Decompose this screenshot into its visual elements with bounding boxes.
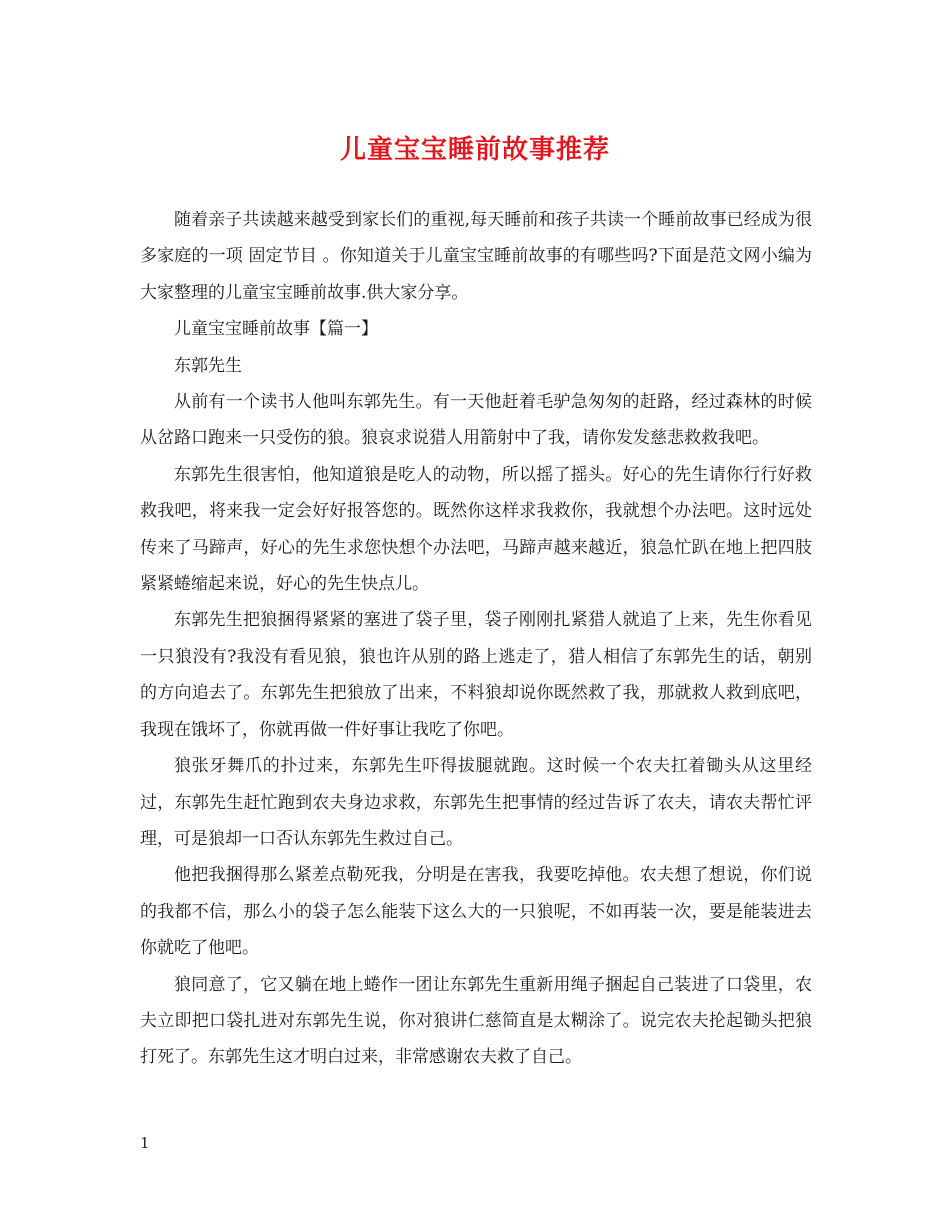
story-paragraph: 狼张牙舞爪的扑过来，东郭先生吓得拔腿就跑。这时候一个农夫扛着锄头从这里经过，东郭先生赶忙跑到农夫身边求救，东郭先生把事情的经过告诉了农夫，请农夫帮忙评理，可是狼却一口否认东郭先生救过自己。	[140, 756, 812, 849]
document-title: 儿童宝宝睡前故事推荐	[339, 135, 610, 165]
story-paragraph: 他把我捆得那么紧差点勒死我，分明是在害我，我要吃掉他。农夫想了想说，你们说的我都不信，那么小的袋子怎么能装下这么大的一只狼呢，不如再装一次，要是能装进去你就吃了他吧。	[140, 865, 812, 959]
page-number: 1	[140, 1134, 150, 1152]
section-heading: 儿童宝宝睡前故事【篇一】	[174, 319, 378, 340]
story-paragraph: 东郭先生把狼捆得紧紧的塞进了袋子里，袋子刚刚扎紧猎人就追了上来，先生你看见一只狼没有?我没有看见狼，狼也许从别的路上逃走了，猎人相信了东郭先生的话，朝别的方向追去了。东郭先生把狼放了出来，不料狼却说你既然救了我，那就救人救到底吧，我现在饿坏了，你就再做一件好事让我吃了你吧。	[140, 610, 812, 740]
story-paragraph: 东郭先生很害怕，他知道狼是吃人的动物，所以摇了摇头。好心的先生请你行行好救救我吧，将来我一定会好好报答您的。既然你这样求我救你，我就想个办法吧。这时远处传来了马蹄声，好心的先生求您快想个办法吧，马蹄声越来越近，狼急忙趴在地上把四肢紧紧蜷缩起来说，好心的先生快点儿。	[140, 464, 812, 595]
intro-paragraph: 随着亲子共读越来越受到家长们的重视,每天睡前和孩子共读一个睡前故事已经成为很多家庭的一项 固定节目 。你知道关于儿童宝宝睡前故事的有哪些吗?下面是范文网小编为大家整理的儿童宝宝睡前故事.供大家分享。	[140, 210, 812, 303]
document-body	[140, 202, 812, 1076]
story-paragraph: 狼同意了，它又躺在地上蜷作一团让东郭先生重新用绳子捆起自己装进了口袋里，农夫立即把口袋扎进对东郭先生说，你对狼讲仁慈简直是太糊涂了。说完农夫抡起锄头把狼打死了。东郭先生这才明白过来，非常感谢农夫救了自己。	[140, 974, 812, 1068]
story-paragraph: 从前有一个读书人他叫东郭先生。有一天他赶着毛驴急匆匆的赶路，经过森林的时候从岔路口跑来一只受伤的狼。狼哀求说猎人用箭射中了我，请你发发慈悲救救我吧。	[140, 392, 812, 449]
story-title: 东郭先生	[174, 355, 242, 376]
